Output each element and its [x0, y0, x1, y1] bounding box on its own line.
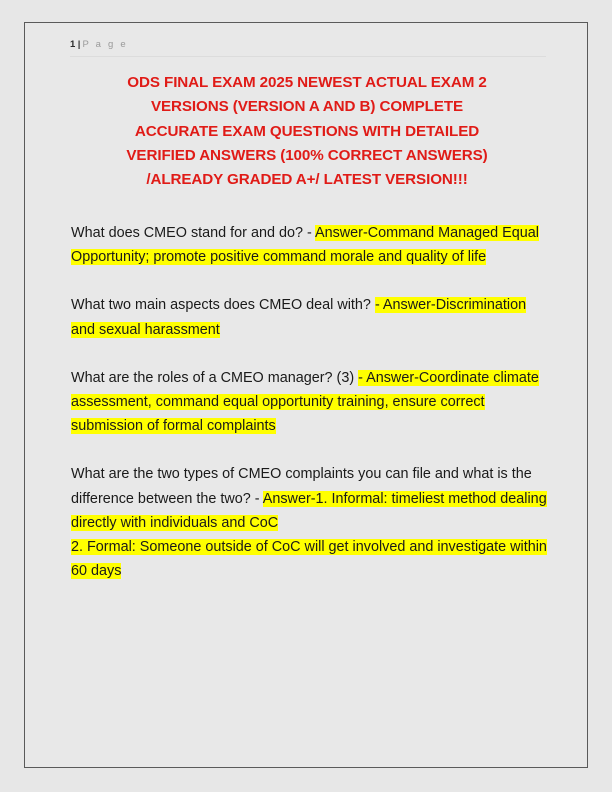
title-line: VERSIONS (VERSION A AND B) COMPLETE [150, 98, 464, 116]
answer-text: - Answer-Coordinate climate assessment, command equal opportunity training, ensure correct submission of formal complaints [71, 369, 539, 435]
title-line: /ALREADY GRADED A+/ LATEST VERSION!!! [146, 171, 468, 189]
qa-block [71, 293, 547, 341]
page-header [70, 34, 544, 58]
answer-text: Answer-Command Managed Equal Opportunity; promote positive command morale and quality of life [71, 225, 539, 266]
answer-text: Answer-1. Informal: timeliest method dealing directly with individuals and CoC [71, 490, 547, 531]
title-line: VERIFIED ANSWERS (100% CORRECT ANSWERS) [126, 146, 488, 164]
question-text: What two main aspects does CMEO deal with? [71, 297, 375, 314]
header-separator: | [77, 39, 81, 50]
answer-text: 2. Formal: Someone outside of CoC will get involved and investigate within 60 days [71, 539, 547, 580]
answer-text: - Answer-Discrimination and sexual harassment [71, 297, 527, 338]
header-divider [70, 56, 546, 57]
question-text: What are the roles of a CMEO manager? (3) [71, 369, 359, 386]
qa-block [71, 462, 547, 535]
document-page [24, 22, 588, 768]
qa-block [71, 221, 547, 269]
document-title [71, 71, 543, 192]
question-text: What does CMEO stand for and do? - [71, 225, 315, 241]
document-body [71, 221, 547, 583]
title-line: ODS FINAL EXAM 2025 NEWEST ACTUAL EXAM 2 [127, 74, 487, 91]
qa-block [71, 366, 547, 439]
page-number: 1 [70, 39, 76, 50]
title-line: ACCURATE EXAM QUESTIONS WITH DETAILED [134, 122, 480, 140]
page-label: P a g e [82, 39, 128, 50]
qa-block [71, 535, 547, 583]
question-text: What are the two types of CMEO complaints you can file and what is the difference between the two? - [71, 466, 532, 507]
